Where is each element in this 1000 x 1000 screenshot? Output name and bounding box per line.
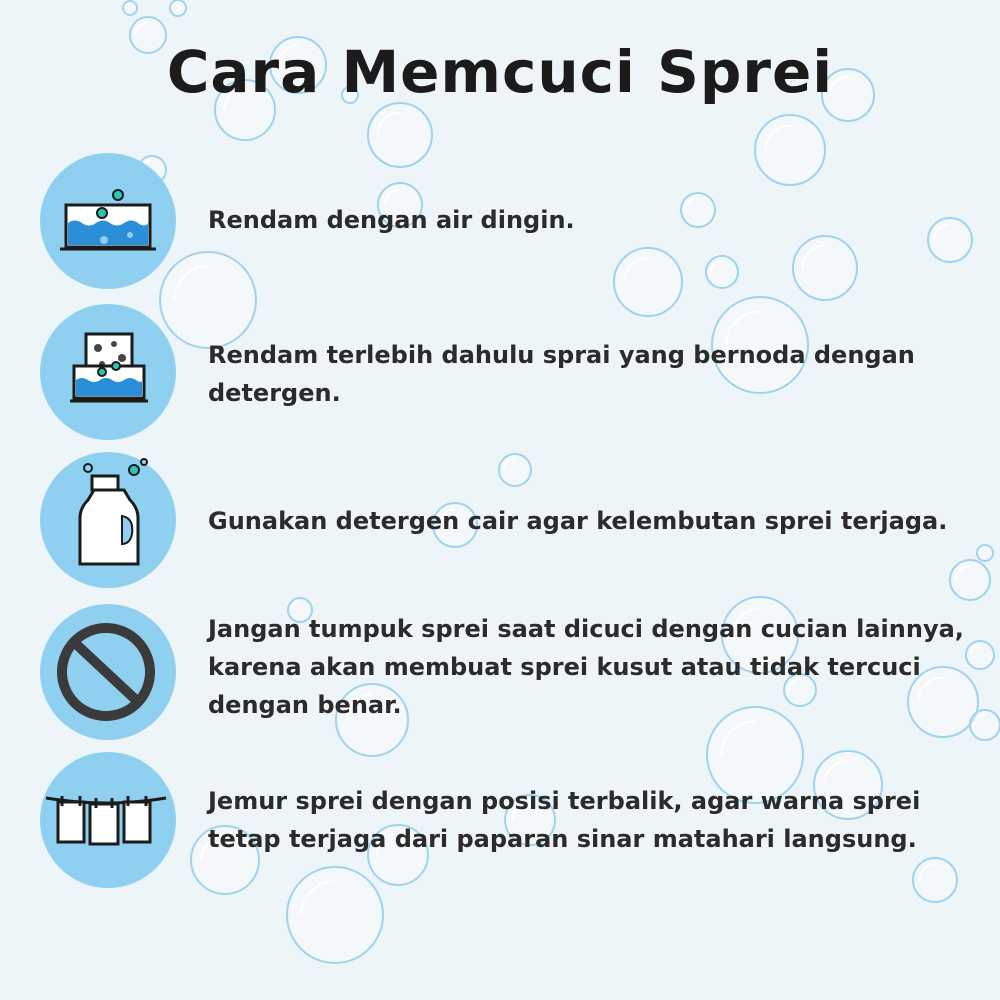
step-3-text: Gunakan detergen cair agar kelembutan sprei terjaga. bbox=[208, 507, 948, 535]
basin-water-icon bbox=[40, 153, 176, 289]
step-4-text: Jangan tumpuk sprei saat dicuci dengan cucian lainnya, karena akan membuat sprei kusut atau tidak tercuci dengan benar. bbox=[208, 615, 964, 719]
step-4 bbox=[0, 604, 1000, 744]
step-5 bbox=[0, 752, 1000, 892]
detergent-bottle-icon bbox=[40, 452, 176, 588]
prohibited-icon bbox=[40, 604, 176, 740]
step-1 bbox=[0, 153, 1000, 293]
clothesline-icon bbox=[40, 752, 176, 888]
page-title: Cara Memcuci Sprei bbox=[166, 38, 834, 106]
step-5-text: Jemur sprei dengan posisi terbalik, agar warna sprei tetap terjaga dari paparan sinar matahari langsung. bbox=[208, 787, 921, 853]
step-1-text: Rendam dengan air dingin. bbox=[208, 206, 575, 234]
soaking-stained-sheet-icon bbox=[40, 304, 176, 440]
step-2-text: Rendam terlebih dahulu sprai yang bernoda dengan detergen. bbox=[208, 341, 915, 407]
step-2 bbox=[0, 304, 1000, 444]
step-3 bbox=[0, 452, 1000, 592]
